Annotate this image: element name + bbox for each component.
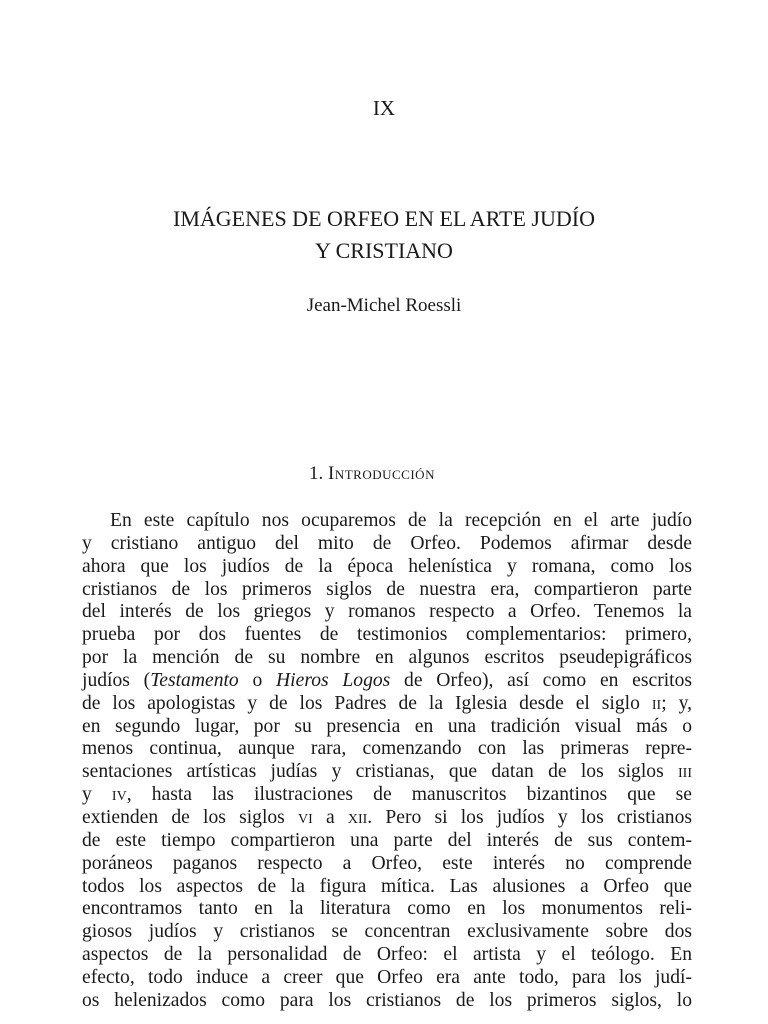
text-line: prueba por dos fuentes de testimonios complementarios: primero, <box>82 624 692 646</box>
text-line: aspectos de la personalidad de Orfeo: el artista y el teólogo. En <box>82 944 692 966</box>
text-line: todos los aspectos de la figura mítica. Las alusiones a Orfeo que <box>82 875 692 897</box>
chapter-title-line-2: Y CRISTIANO <box>315 238 453 263</box>
chapter-title <box>0 203 768 267</box>
section-heading <box>0 463 744 485</box>
text-line: sentaciones artísticas judías y cristianas, que datan de los siglos iii <box>82 761 692 783</box>
section-number: 1. <box>309 463 324 484</box>
text-line: por la mención de su nombre en algunos escritos pseudepigráficos <box>82 647 692 669</box>
text-line: menos continua, aunque rara, comenzando con las primeras repre- <box>82 738 692 760</box>
text-line: extienden de los siglos vi a xii. Pero si los judíos y los cristianos <box>82 806 692 828</box>
section-title: Introducción <box>328 463 435 484</box>
text-line: del interés de los griegos y romanos respecto a Orfeo. Tenemos la <box>82 601 692 623</box>
text-line: y cristiano antiguo del mito de Orfeo. Podemos afirmar desde <box>82 532 692 554</box>
body-paragraph <box>82 510 692 1013</box>
author-name: Jean-Michel Roessli <box>306 295 462 316</box>
text-line: poráneos paganos respecto a Orfeo, este interés no comprende <box>82 852 692 874</box>
text-line: cristianos de los primeros siglos de nuestra era, compartieron parte <box>82 578 692 600</box>
text-line: En este capítulo nos ocuparemos de la recepción en el arte judío <box>110 510 692 531</box>
text-line: giosos judíos y cristianos se concentran exclusivamente sobre dos <box>82 921 692 943</box>
text-line: y iv, hasta las ilustraciones de manuscritos bizantinos que se <box>82 784 692 806</box>
text-line: de los apologistas y de los Padres de la Iglesia desde el siglo ii; y, <box>82 692 692 714</box>
text-line: judíos (Testamento o Hieros Logos de Orfeo), así como en escritos <box>82 669 693 691</box>
text-line: de este tiempo compartieron una parte del interés de sus contem- <box>82 829 692 851</box>
chapter-title-line-1: IMÁGENES DE ORFEO EN EL ARTE JUDÍO <box>173 206 595 231</box>
chapter-number: IX <box>372 96 396 120</box>
text-line: efecto, todo induce a creer que Orfeo era ante todo, para los judí- <box>82 966 692 988</box>
text-line: os helenizados como para los cristianos de los primeros siglos, lo <box>82 989 692 1011</box>
text-line: encontramos tanto en la literatura como en los monumentos reli- <box>82 898 692 920</box>
text-line: en segundo lugar, por su presencia en una tradición visual más o <box>82 715 692 737</box>
text-line: ahora que los judíos de la época helenística y romana, como los <box>82 555 692 577</box>
